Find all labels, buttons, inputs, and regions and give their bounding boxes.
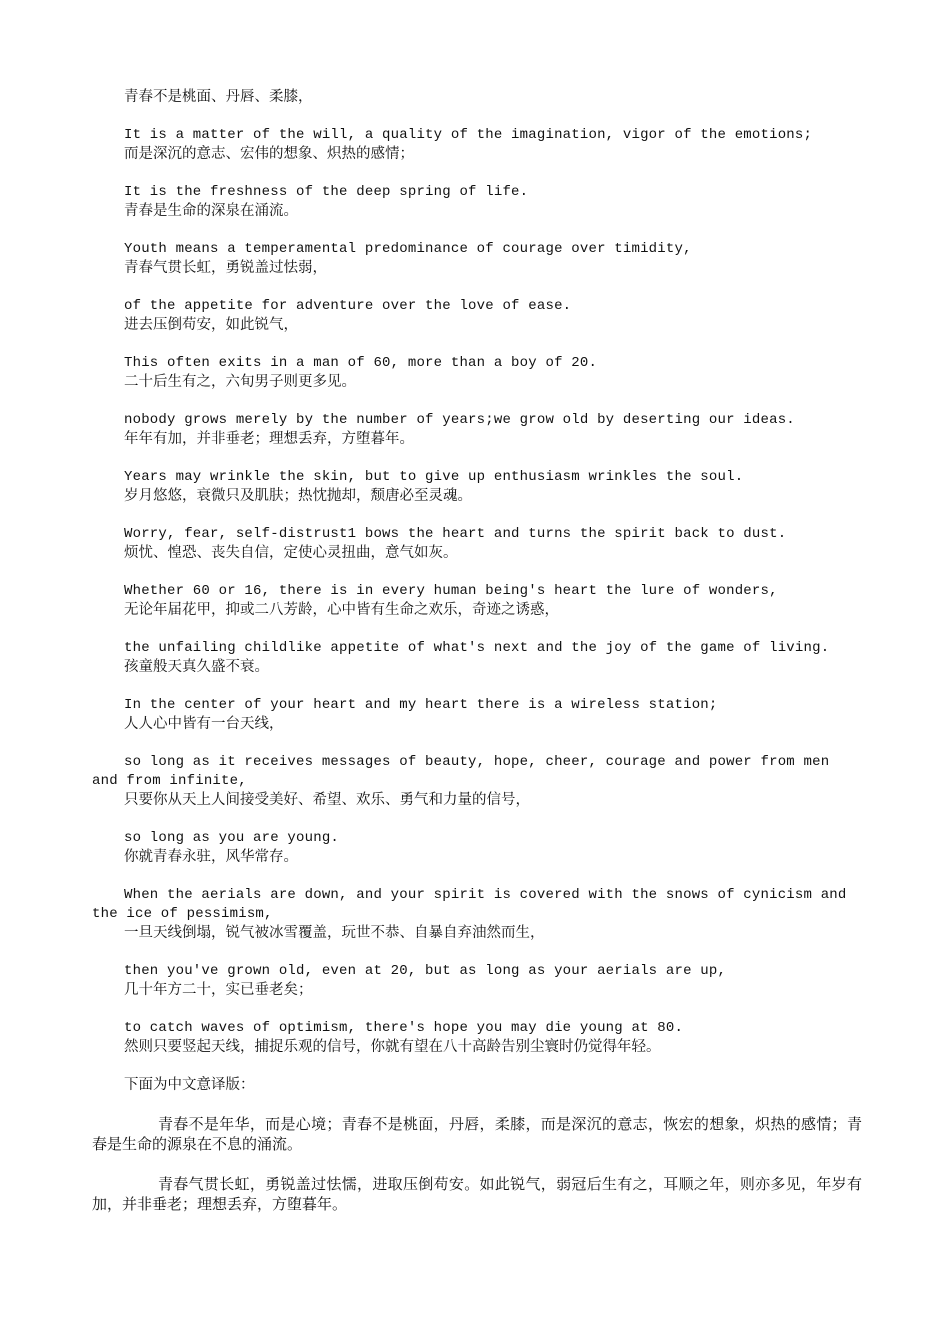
chinese-line: 青春气贯长虹，勇锐盖过怯弱，	[124, 260, 327, 276]
chinese-line: 几十年方二十，实已垂老矣；	[124, 982, 313, 998]
verse-block	[92, 1019, 862, 1057]
english-line: Whether 60 or 16, there is in every human being's heart the lure of wonders,	[124, 583, 778, 599]
chinese-line: 而是深沉的意志、宏伟的想象、炽热的感情；	[124, 146, 414, 162]
english-line: nobody grows merely by the number of years;we grow old by deserting our ideas.	[124, 412, 795, 428]
verse-block	[92, 582, 862, 620]
chinese-line: 青春不是桃面、丹唇、柔膝，	[124, 89, 313, 105]
english-line: In the center of your heart and my heart there is a wireless station;	[124, 697, 718, 713]
translation-paragraph: 青春气贯长虹，勇锐盖过怯懦，进取压倒苟安。如此锐气，弱冠后生有之，耳顺之年，则亦多见，年岁有加，并非垂老；理想丢弃，方堕暮年。	[92, 1175, 862, 1213]
chinese-line: 人人心中皆有一台天线，	[124, 716, 284, 732]
english-line: Worry, fear, self-distrust1 bows the heart and turns the spirit back to dust.	[124, 526, 787, 542]
verse-block	[92, 753, 862, 810]
english-line: It is a matter of the will, a quality of the imagination, vigor of the emotions;	[124, 127, 813, 143]
verse-block	[92, 639, 862, 677]
translation-heading: 下面为中文意译版：	[124, 1077, 255, 1093]
chinese-line: 青春是生命的深泉在涌流。	[124, 203, 298, 219]
translation-paragraph: 青春不是年华，而是心境；青春不是桃面，丹唇，柔膝，而是深沉的意志，恢宏的想象，炽热的感情；青春是生命的源泉在不息的涌流。	[92, 1115, 862, 1153]
verse-block	[92, 525, 862, 563]
chinese-line: 岁月悠悠，衰微只及肌肤；热忱抛却，颓唐必至灵魂。	[124, 488, 472, 504]
verse-block	[92, 411, 862, 449]
verse-block	[92, 88, 862, 107]
chinese-line: 进去压倒苟安，如此锐气，	[124, 317, 298, 333]
english-line: Youth means a temperamental predominance of courage over timidity,	[124, 241, 692, 257]
chinese-line: 二十后生有之，六旬男子则更多见。	[124, 374, 356, 390]
document-page	[92, 88, 862, 1234]
chinese-line: 只要你从天上人间接受美好、希望、欢乐、勇气和力量的信号，	[124, 792, 530, 808]
english-line: Years may wrinkle the skin, but to give up enthusiasm wrinkles the soul.	[124, 469, 744, 485]
chinese-line: 烦忧、惶恐、丧失自信，定使心灵扭曲，意气如灰。	[124, 545, 458, 561]
verse-block	[92, 886, 862, 943]
verse-block	[92, 696, 862, 734]
chinese-line: 孩童般天真久盛不衰。	[124, 659, 269, 675]
english-line: It is the freshness of the deep spring of life.	[124, 184, 529, 200]
english-line: of the appetite for adventure over the love of ease.	[124, 298, 572, 314]
chinese-line: 一旦天线倒塌，锐气被冰雪覆盖，玩世不恭、自暴自弃油然而生，	[124, 925, 545, 941]
verse-block	[92, 829, 862, 867]
verse-block	[92, 468, 862, 506]
verse-block	[92, 183, 862, 221]
verse-block	[92, 354, 862, 392]
english-line: the unfailing childlike appetite of what's next and the joy of the game of living.	[124, 640, 830, 656]
verse-block	[92, 126, 862, 164]
english-line: so long as you are young.	[124, 830, 340, 846]
english-line: so long as it receives messages of beauty, hope, cheer, courage and power from men and from infinite,	[92, 754, 838, 789]
chinese-line: 然则只要竖起天线，捕捉乐观的信号，你就有望在八十高龄告别尘寰时仍觉得年轻。	[124, 1039, 661, 1055]
english-line: When the aerials are down, and your spirit is covered with the snows of cynicism and the ice of pessimism,	[92, 887, 856, 922]
english-line: to catch waves of optimism, there's hope you may die young at 80.	[124, 1020, 684, 1036]
chinese-line: 年年有加，并非垂老；理想丢弃，方堕暮年。	[124, 431, 414, 447]
english-line: then you've grown old, even at 20, but as long as your aerials are up,	[124, 963, 727, 979]
verse-block	[92, 962, 862, 1000]
chinese-line: 无论年届花甲，抑或二八芳龄，心中皆有生命之欢乐，奇迹之诱惑，	[124, 602, 559, 618]
verse-block	[92, 240, 862, 278]
chinese-line: 你就青春永驻，风华常存。	[124, 849, 298, 865]
english-line: This often exits in a man of 60, more than a boy of 20.	[124, 355, 598, 371]
verse-block	[92, 297, 862, 335]
